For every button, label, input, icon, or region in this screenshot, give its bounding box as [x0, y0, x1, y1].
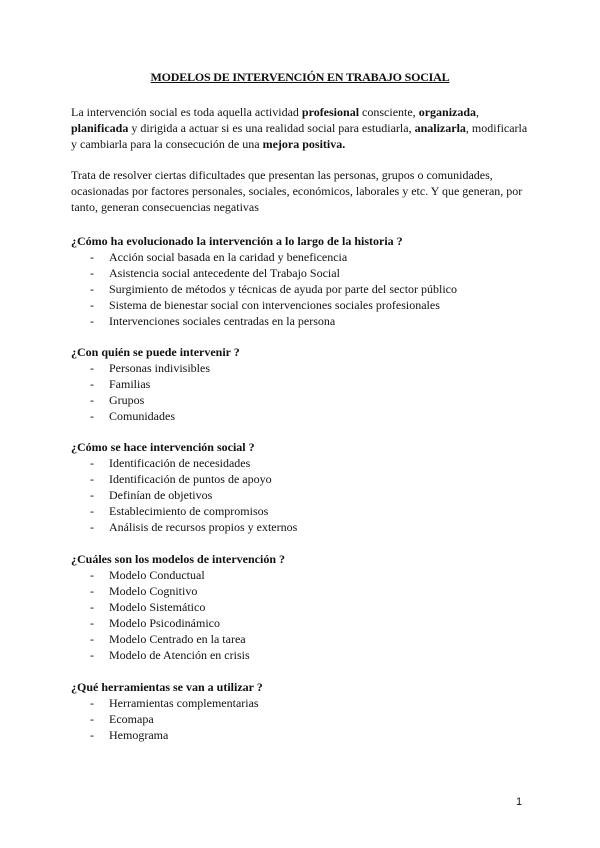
dash-bullet: -	[90, 250, 94, 264]
list-item	[71, 647, 531, 663]
list-item	[71, 392, 531, 408]
dash-bullet: -	[90, 616, 94, 630]
list-item-text: Surgimiento de métodos y técnicas de ayuda por parte del sector público	[109, 282, 458, 296]
dash-bullet: -	[90, 584, 94, 598]
intro-text-1: La intervención social es toda aquella actividad	[71, 105, 302, 119]
intro-text-4: y dirigida a actuar si es una realidad social para estudiarla,	[128, 121, 415, 135]
list-item	[71, 487, 531, 503]
dash-bullet: -	[90, 728, 94, 742]
dash-bullet: -	[90, 298, 94, 312]
intro-text-2: consciente,	[359, 105, 419, 119]
list-item-text: Identificación de necesidades	[109, 456, 251, 470]
section-list	[71, 695, 531, 743]
section-tools	[71, 679, 531, 743]
list-item	[71, 471, 531, 487]
list-item-text: Modelo Centrado en la tarea	[109, 632, 246, 646]
list-item	[71, 599, 531, 615]
intro-bold-organizada: organizada	[418, 105, 477, 119]
list-item	[71, 265, 531, 281]
page-number: 1	[516, 796, 523, 808]
list-item-text: Modelo Cognitivo	[109, 584, 198, 598]
dash-bullet: -	[90, 696, 94, 710]
list-item	[71, 631, 531, 647]
list-item	[71, 711, 531, 727]
list-item-text: Comunidades	[109, 409, 175, 423]
section-list	[71, 249, 531, 329]
list-item-text: Acción social basada en la caridad y beneficencia	[109, 250, 348, 264]
list-item-text: Definían de objetivos	[109, 488, 213, 502]
list-item-text: Sistema de bienestar social con intervenciones sociales profesionales	[109, 298, 440, 312]
list-item	[71, 408, 531, 424]
section-list	[71, 567, 531, 663]
intro-bold-planificada: planificada	[71, 121, 129, 135]
section-list	[71, 455, 531, 535]
dash-bullet: -	[90, 472, 94, 486]
dash-bullet: -	[90, 712, 94, 726]
list-item	[71, 281, 531, 297]
list-item	[71, 360, 531, 376]
dash-bullet: -	[90, 266, 94, 280]
intro-bold-analizarla: analizarla	[414, 121, 466, 135]
list-item-text: Hemograma	[109, 728, 169, 742]
dash-bullet: -	[90, 648, 94, 662]
list-item	[71, 503, 531, 519]
list-item	[71, 455, 531, 471]
list-item-text: Asistencia social antecedente del Trabajo Social	[109, 266, 340, 280]
dash-bullet: -	[90, 377, 94, 391]
list-item	[71, 615, 531, 631]
list-item	[71, 695, 531, 711]
intro-text-3: ,	[476, 105, 480, 119]
list-item	[71, 519, 531, 535]
dash-bullet: -	[90, 314, 94, 328]
dash-bullet: -	[90, 488, 94, 502]
page-title: MODELOS DE INTERVENCIÓN EN TRABAJO SOCIAL	[150, 70, 450, 84]
list-item-text: Modelo Psicodinámico	[109, 616, 220, 630]
list-item-text: Intervenciones sociales centradas en la persona	[109, 314, 336, 328]
intro-bold-profesional: profesional	[301, 105, 360, 119]
list-item-text: Modelo de Atención en crisis	[109, 648, 250, 662]
dash-bullet: -	[90, 568, 94, 582]
section-question: ¿Cómo se hace intervención social ?	[71, 440, 255, 454]
list-item-text: Grupos	[109, 393, 145, 407]
list-item	[71, 297, 531, 313]
intro-paragraph	[71, 104, 531, 152]
dash-bullet: -	[90, 393, 94, 407]
second-paragraph: Trata de resolver ciertas dificultades que presentan las personas, grupos o comunidades, ocasionadas por factores personales, sociales, económicos, laborales y etc. Y que generan, por tanto, generan consecuencias negativas	[71, 168, 523, 214]
list-item-text: Herramientas complementarias	[109, 696, 259, 710]
section-question: ¿Cuáles son los modelos de intervención ?	[71, 552, 286, 566]
list-item	[71, 313, 531, 329]
section-list	[71, 360, 531, 424]
intro-text-5: , modificarla y cambiarla para la consecución de una	[71, 121, 528, 151]
dash-bullet: -	[90, 504, 94, 518]
section-who	[71, 344, 531, 424]
list-item-text: Análisis de recursos propios y externos	[109, 520, 298, 534]
dash-bullet: -	[90, 632, 94, 646]
list-item-text: Modelo Sistemático	[109, 600, 206, 614]
dash-bullet: -	[90, 361, 94, 375]
list-item-text: Identificación de puntos de apoyo	[109, 472, 272, 486]
list-item	[71, 249, 531, 265]
dash-bullet: -	[90, 456, 94, 470]
list-item-text: Personas indivisibles	[109, 361, 210, 375]
list-item-text: Establecimiento de compromisos	[109, 504, 269, 518]
section-question: ¿Cómo ha evolucionado la intervención a lo largo de la historia ?	[71, 234, 403, 248]
dash-bullet: -	[90, 600, 94, 614]
list-item-text: Modelo Conductual	[109, 568, 205, 582]
section-how	[71, 439, 531, 535]
list-item-text: Familias	[109, 377, 151, 391]
list-item	[71, 583, 531, 599]
intro-bold-mejora: mejora positiva.	[262, 137, 346, 151]
section-question: ¿Qué herramientas se van a utilizar ?	[71, 680, 263, 694]
section-history	[71, 233, 531, 329]
list-item	[71, 567, 531, 583]
dash-bullet: -	[90, 409, 94, 423]
list-item-text: Ecomapa	[109, 712, 154, 726]
list-item	[71, 727, 531, 743]
list-item	[71, 376, 531, 392]
section-question: ¿Con quién se puede intervenir ?	[71, 345, 240, 359]
dash-bullet: -	[90, 520, 94, 534]
section-models	[71, 551, 531, 663]
dash-bullet: -	[90, 282, 94, 296]
